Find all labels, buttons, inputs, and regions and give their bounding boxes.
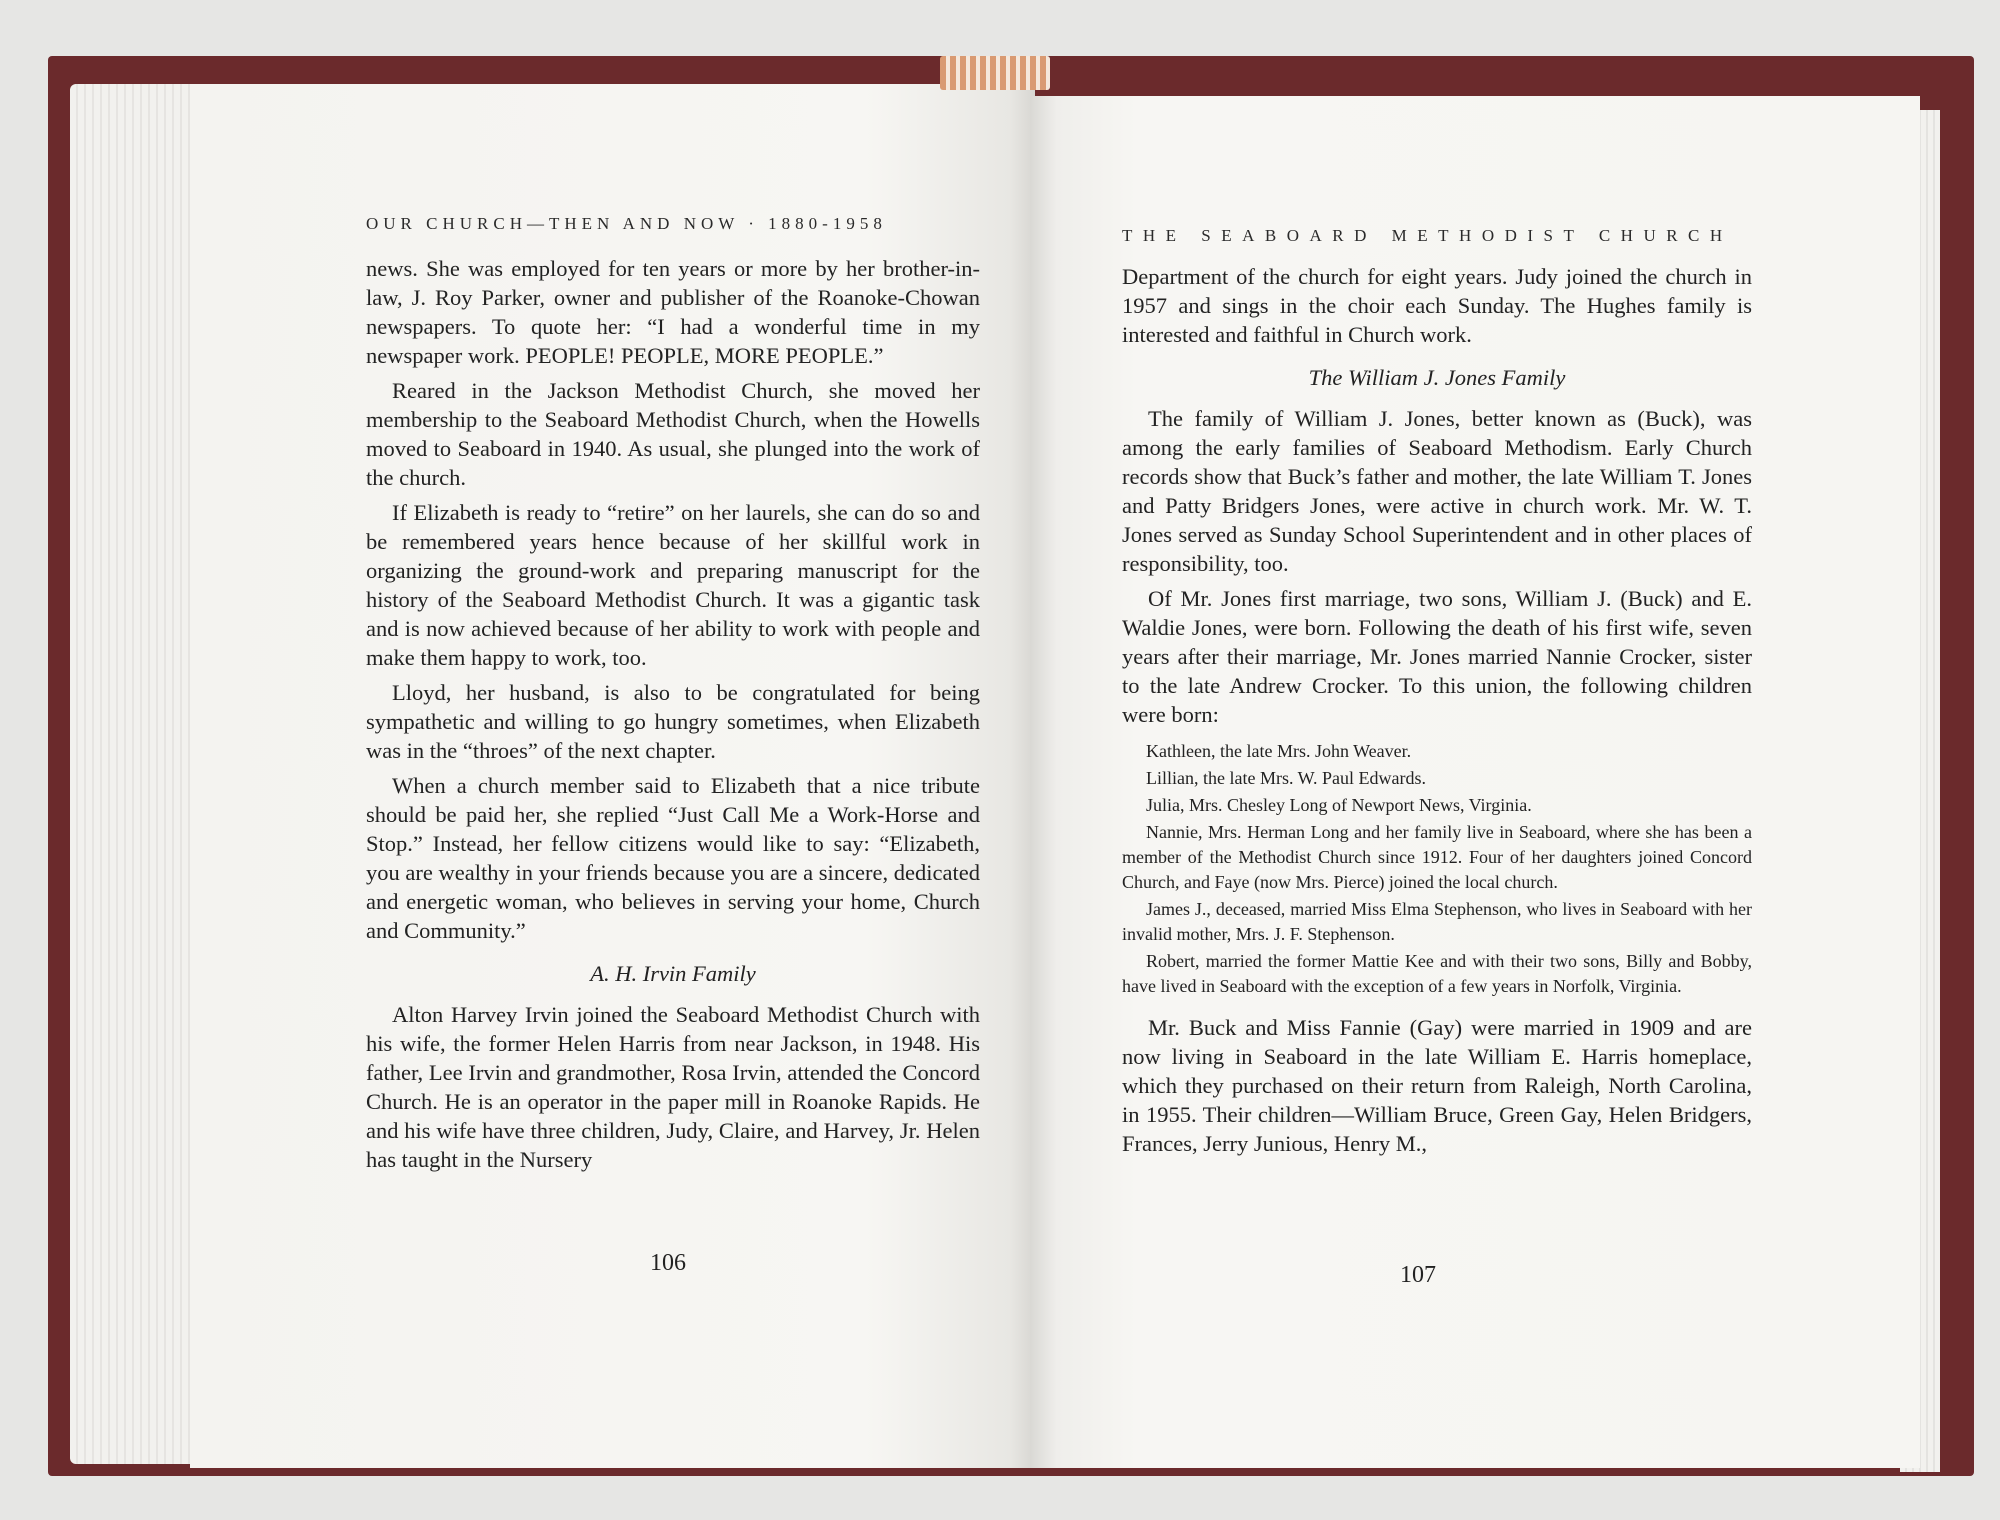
paragraph: If Elizabeth is ready to “retire” on her laurels, she can do so and be remembered years hence because of her skillful work in organizing the ground-work and preparing manuscript for the history of the Seaboard Methodist Church. It was a gigantic task and is now achieved because of her ability to work with people and make them happy to work, too. — [366, 500, 980, 670]
paragraph: Department of the church for eight years. Judy joined the church in 1957 and sings in the choir each Sunday. The Hughes family is interested and faithful in Church work. — [1122, 264, 1752, 347]
running-header-right: THE SEABOARD METHODIST CHURCH — [1122, 226, 1733, 245]
right-page-body — [1122, 262, 1752, 1158]
paragraph: Reared in the Jackson Methodist Church, she moved her membership to the Seaboard Methodist Church, when the Howells moved to Seaboard in 1940. As usual, she plunged into the work of the church. — [366, 378, 980, 490]
running-header-left: OUR CHURCH—THEN AND NOW · 1880-1958 — [366, 214, 887, 233]
list-item: Kathleen, the late Mrs. John Weaver. — [1146, 741, 1412, 761]
page-number-right: 107 — [1400, 1262, 1436, 1288]
paragraph: Mr. Buck and Miss Fannie (Gay) were married in 1909 and are now living in Seaboard in the late William E. Harris homeplace, which they purchased on their return from Raleigh, North Carolina, in 1955. Their children—William Bruce, Green Gay, Helen Bridgers, Frances, Jerry Junious, Henry M., — [1122, 1015, 1752, 1156]
right-page — [1030, 96, 1920, 1468]
children-list — [1122, 739, 1752, 999]
section-heading: A. H. Irvin Family — [590, 961, 756, 986]
paragraph: Of Mr. Jones first marriage, two sons, William J. (Buck) and E. Waldie Jones, were born. Following the death of his first wife, seven years after their marriage, Mr. Jones married Nannie Crocker, sister to the late Andrew Crocker. To this union, the following children were born: — [1122, 586, 1752, 727]
list-item: Nannie, Mrs. Herman Long and her family live in Seaboard, where she has been a member of the Methodist Church since 1912. Four of her daughters joined Concord Church, and Faye (now Mrs. Pierce) joined the local church. — [1122, 822, 1752, 892]
paragraph: Alton Harvey Irvin joined the Seaboard Methodist Church with his wife, the former Helen Harris from near Jackson, in 1948. His father, Lee Irvin and grandmother, Rosa Irvin, attended the Concord Church. He is an operator in the paper mill in Roanoke Rapids. He and his wife have three children, Judy, Claire, and Harvey, Jr. Helen has taught in the Nursery — [366, 1002, 980, 1172]
page-number-left: 106 — [650, 1250, 686, 1276]
section-heading: The William J. Jones Family — [1308, 365, 1566, 390]
spine-headband — [940, 56, 1050, 90]
left-page-body — [366, 254, 980, 1174]
left-page — [190, 84, 1035, 1468]
paragraph: news. She was employed for ten years or more by her brother-in-law, J. Roy Parker, owner and publisher of the Roanoke-Chowan newspapers. To quote her: “I had a wonderful time in my newspaper work. PEOPLE! PEOPLE, MORE PEOPLE.” — [366, 256, 980, 368]
list-item: James J., deceased, married Miss Elma Stephenson, who lives in Seaboard with her invalid mother, Mrs. J. F. Stephenson. — [1122, 899, 1752, 944]
paragraph: When a church member said to Elizabeth that a nice tribute should be paid her, she replied “Just Call Me a Work-Horse and Stop.” Instead, her fellow citizens would like to say: “Elizabeth, you are wealthy in your friends because you are a sincere, dedicated and energetic woman, who believes in serving your home, Church and Community.” — [366, 773, 980, 943]
list-item: Julia, Mrs. Chesley Long of Newport News, Virginia. — [1146, 795, 1532, 815]
paragraph: Lloyd, her husband, is also to be congratulated for being sympathetic and willing to go hungry sometimes, when Elizabeth was in the “throes” of the next chapter. — [366, 680, 980, 763]
list-item: Lillian, the late Mrs. W. Paul Edwards. — [1146, 768, 1426, 788]
paragraph: The family of William J. Jones, better known as (Buck), was among the early families of Seaboard Methodism. Early Church records show that Buck’s father and mother, the late William T. Jones and Patty Bridgers Jones, were active in church work. Mr. W. T. Jones served as Sunday School Superintendent and in other places of responsibility, too. — [1122, 406, 1752, 576]
page-edges-left — [70, 84, 200, 1464]
list-item: Robert, married the former Mattie Kee and with their two sons, Billy and Bobby, have lived in Seaboard with the exception of a few years in Norfolk, Virginia. — [1122, 951, 1752, 996]
